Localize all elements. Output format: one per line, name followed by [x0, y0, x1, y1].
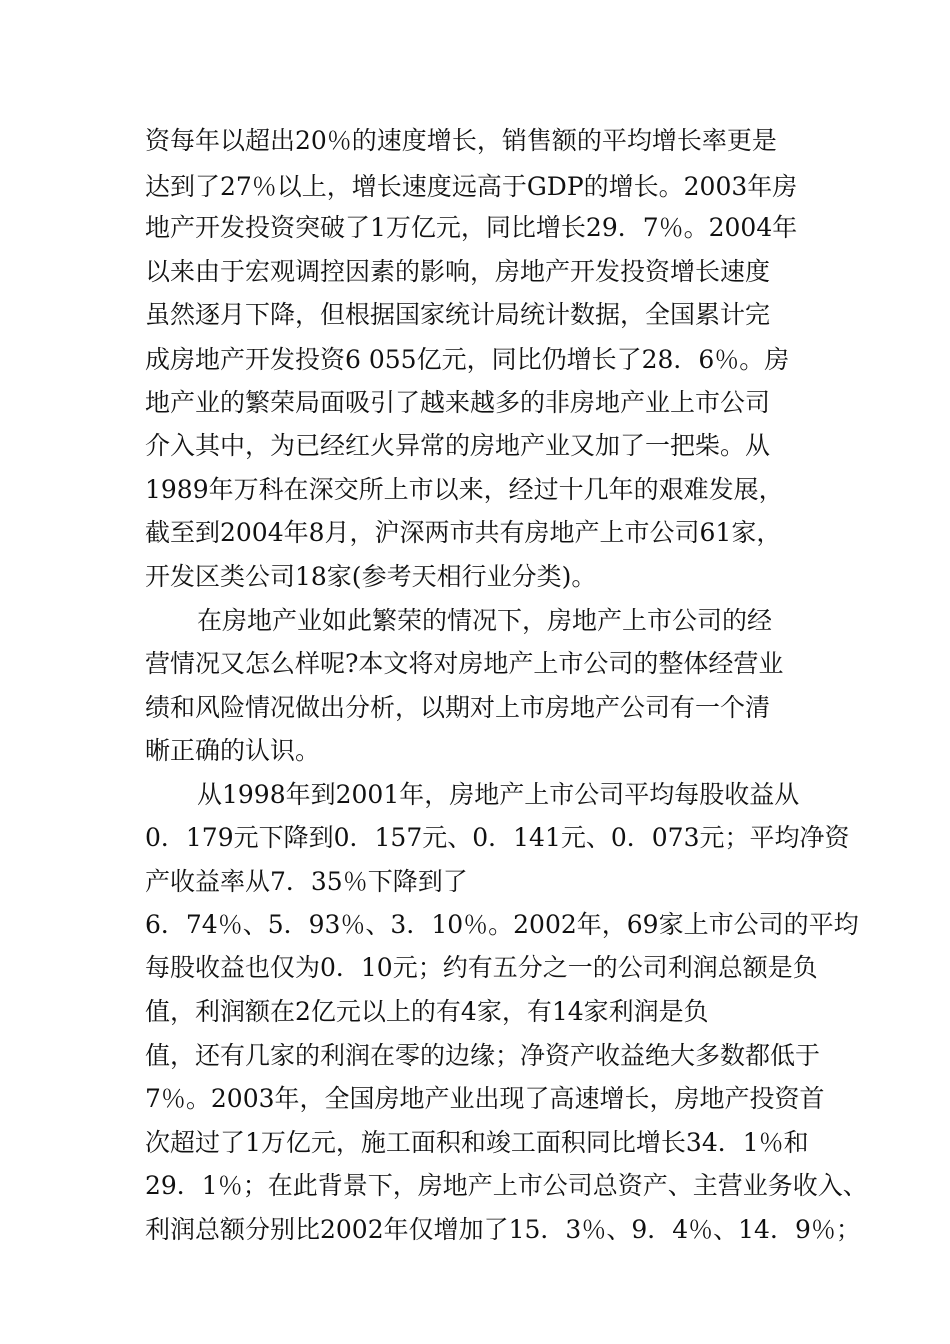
- text-line: 值，利润额在2亿元以上的有4家，有14家利润是负: [145, 997, 709, 1026]
- text-line: 每股收益也仅为0．10元；约有五分之一的公司利润总额是负: [145, 953, 818, 982]
- text-line: 资每年以超出20％的速度增长，销售额的平均增长率更是: [145, 126, 777, 155]
- text-line: 6．74％、5．93％、3．10％。2002年，69家上市公司的平均: [145, 910, 859, 939]
- text-line: 营情况又怎么样呢?本文将对房地产上市公司的整体经营业: [145, 649, 784, 678]
- text-line: 产收益率从7．35％下降到了: [145, 867, 468, 896]
- text-line: 截至到2004年8月，沪深两市共有房地产上市公司61家，: [145, 518, 782, 547]
- text-line: 成房地产开发投资6 055亿元，同比仍增长了28．6％。房: [145, 345, 790, 374]
- text-line: 次超过了1万亿元，施工面积和竣工面积同比增长34．1％和: [145, 1128, 809, 1157]
- text-line: 利润总额分别比2002年仅增加了15．3％、9．4％、14．9％；: [145, 1215, 861, 1244]
- text-line: 绩和风险情况做出分析，以期对上市房地产公司有一个清: [145, 693, 771, 722]
- text-line: 29．1％；在此背景下，房地产上市公司总资产、主营业务收入、: [145, 1171, 868, 1200]
- text-line: 0．179元下降到0．157元、0．141元、0．073元；平均净资: [145, 823, 850, 852]
- paragraph-first-line: 从1998年到2001年，房地产上市公司平均每股收益从: [197, 780, 800, 809]
- text-line: 开发区类公司18家(参考天相行业分类)。: [145, 562, 597, 591]
- paragraph-first-line: 在房地产业如此繁荣的情况下，房地产上市公司的经: [197, 606, 773, 635]
- text-line: 介入其中，为已经红火异常的房地产业又加了一把柴。从: [145, 431, 771, 460]
- text-line: 达到了27％以上，增长速度远高于GDP的增长。2003年房: [145, 172, 798, 201]
- text-line: 地产开发投资突破了1万亿元，同比增长29．7％。2004年: [145, 213, 798, 242]
- text-line: 1989年万科在深交所上市以来，经过十几年的艰难发展，: [145, 475, 784, 504]
- text-line: 地产业的繁荣局面吸引了越来越多的非房地产业上市公司: [145, 388, 771, 417]
- text-line: 以来由于宏观调控因素的影响，房地产开发投资增长速度: [145, 257, 771, 286]
- text-line: 晰正确的认识。: [145, 736, 321, 765]
- text-line: 7％。2003年，全国房地产业出现了高速增长，房地产投资首: [145, 1084, 825, 1113]
- text-line: 值，还有几家的利润在零的边缘；净资产收益绝大多数都低于: [145, 1041, 821, 1070]
- text-line: 虽然逐月下降，但根据国家统计局统计数据，全国累计完: [145, 300, 771, 329]
